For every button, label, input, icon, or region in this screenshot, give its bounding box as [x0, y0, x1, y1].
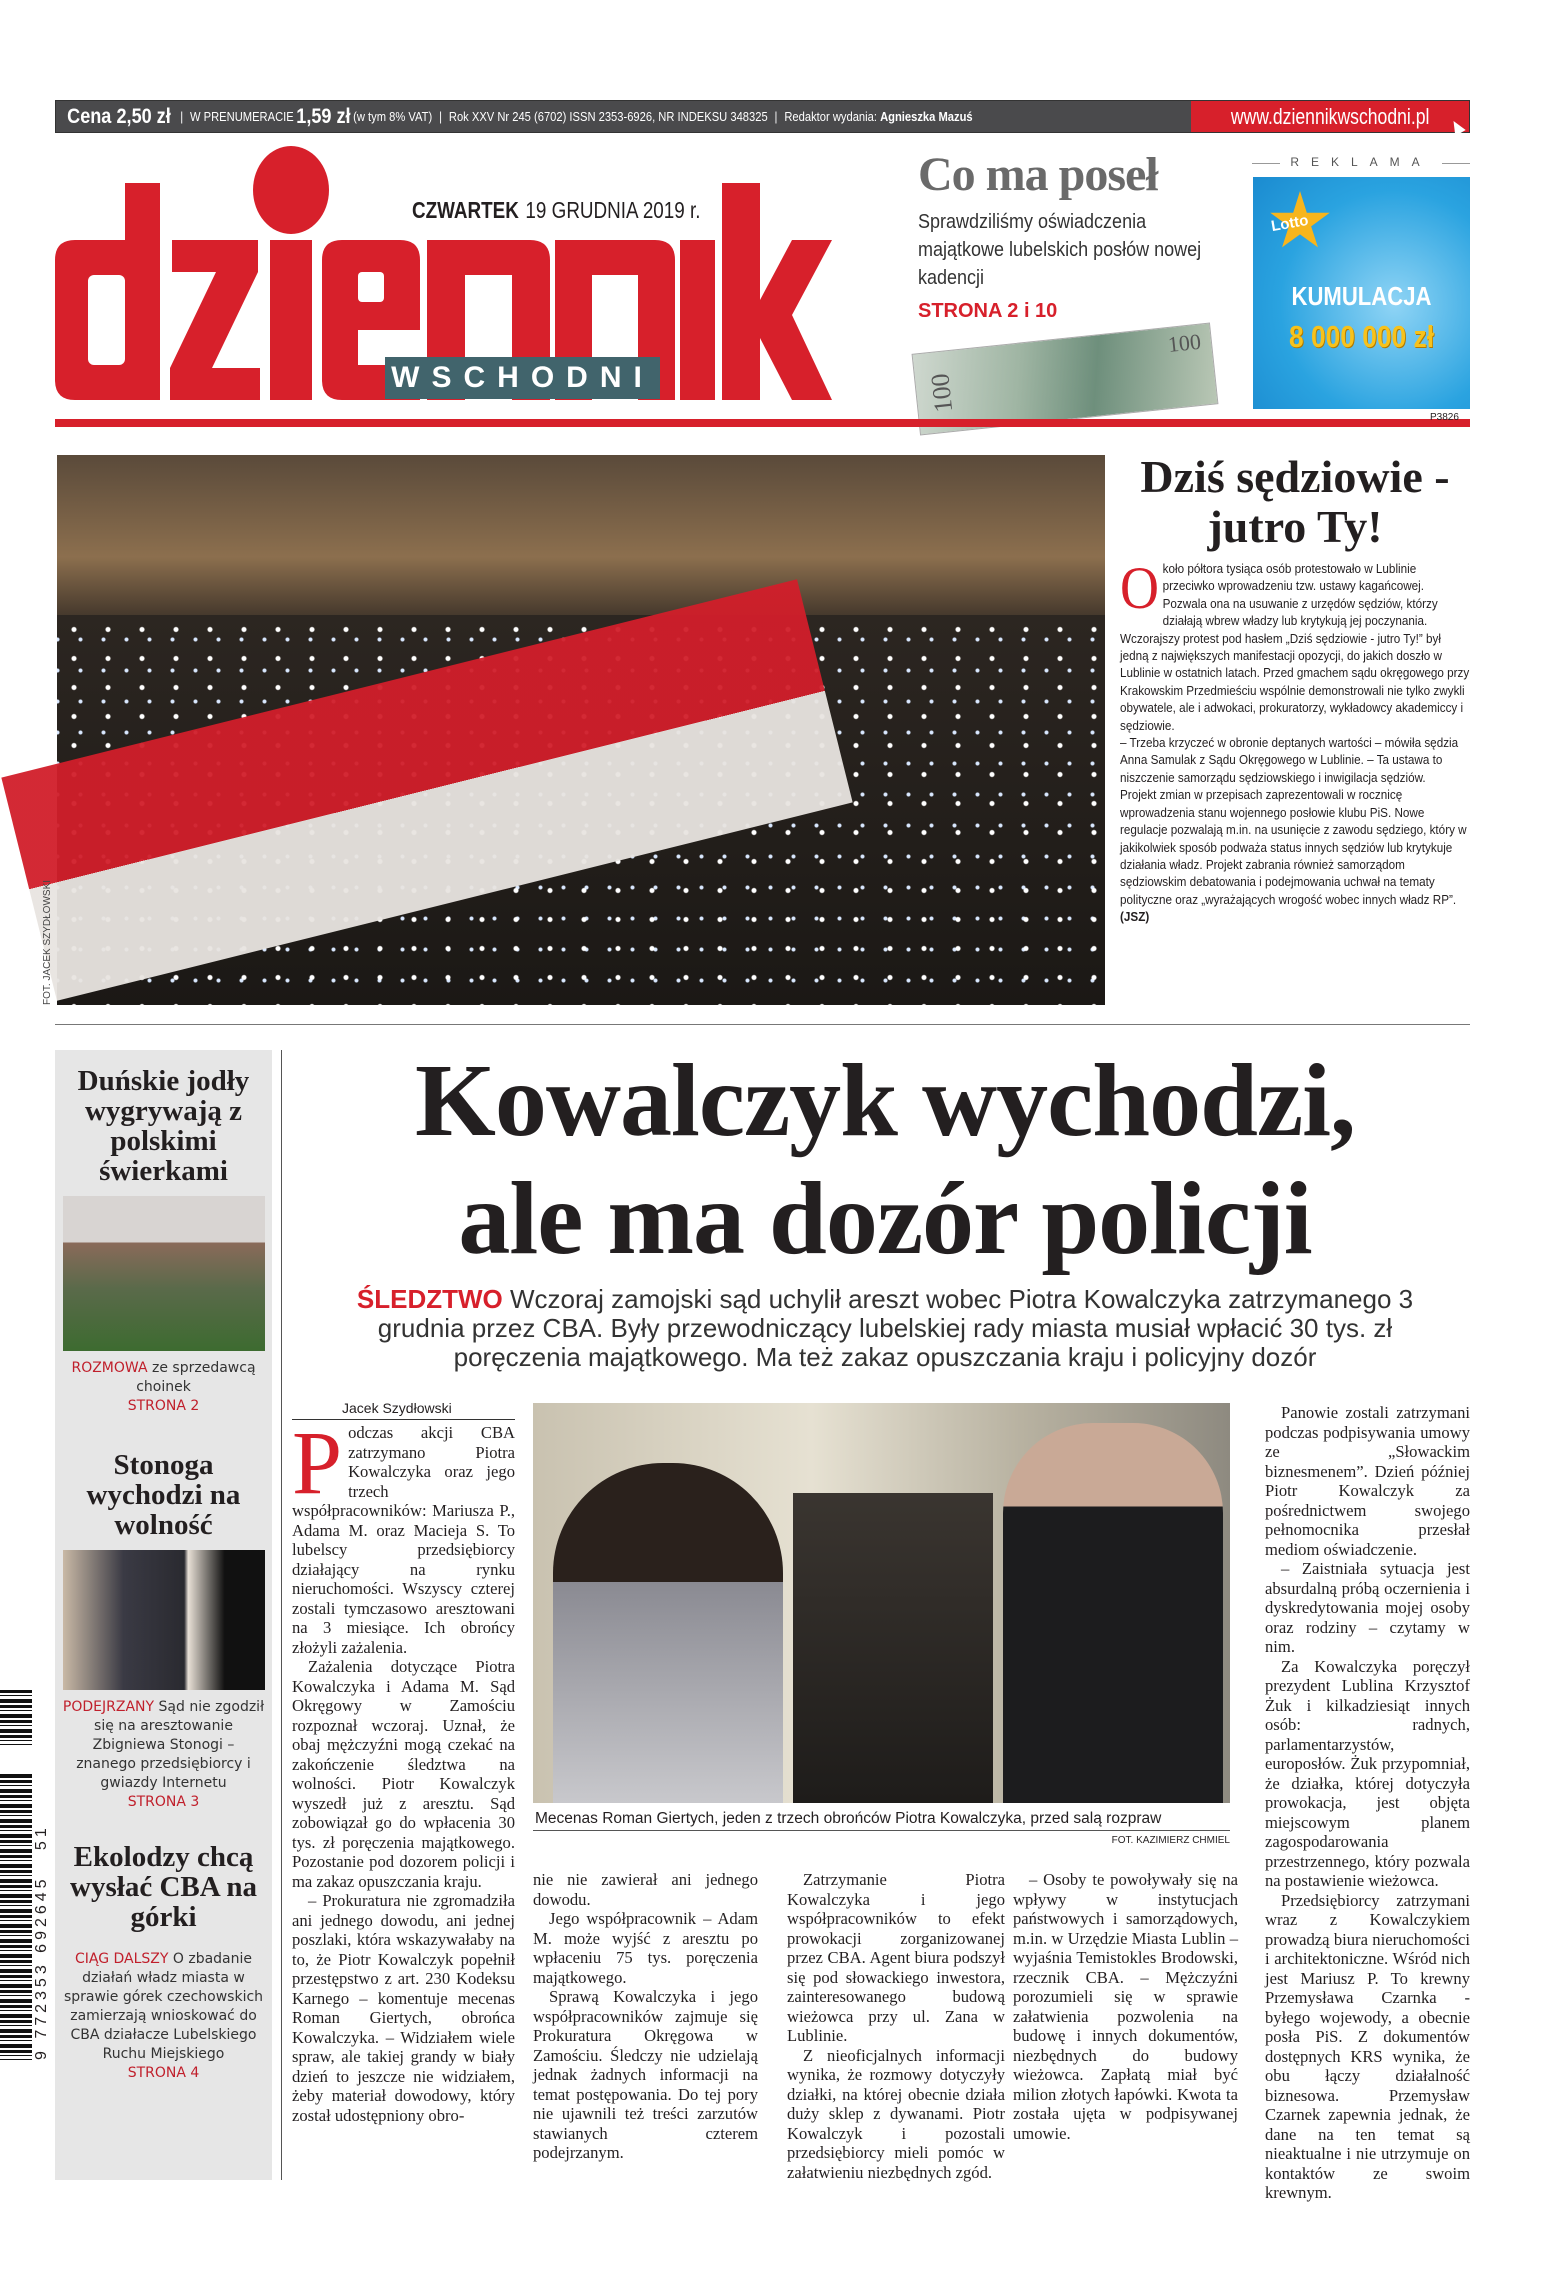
banknote-value-corner: 100 — [1166, 328, 1203, 357]
ad-brand: Lotto — [1269, 211, 1310, 236]
logo-letter-z — [170, 240, 260, 400]
sidebar-page-ref: STRONA 4 — [127, 2065, 200, 2081]
paragraph: Zażalenia dotyczące Piotra Kowalczyka i Adama M. Sąd Okręgowy w Zamościu rozpoznał wczoraj. Uznał, że obaj mężczyźni mogą czekać na zakończenie śledztwa na wolności. Piotr Kowalczyk wyszedł już z aresztu. Sąd zobowiązał go do wpłacenia 30 tys. zł poręczenia majątkowego. Pozostanie pod dozorem policji i ma zakaz opuszczania kraju. — [292, 1657, 515, 1891]
deck-kicker: ŚLEDZTWO — [356, 1284, 503, 1314]
photo-buildings — [57, 455, 1105, 625]
sidebar-title: Ekolodzy chcą wysłać CBA na górki — [70, 1841, 257, 1933]
editor-name: Agnieszka Mazuś — [880, 109, 973, 124]
logo-letter-i — [270, 240, 312, 400]
sidebar-text: Sąd nie zgodził się na aresztowanie Zbigniewa Stonogi – znanego przedsiębiorcy i gwiazdy Internetu — [76, 1699, 265, 1791]
barcode — [0, 1690, 50, 2060]
article-deck — [300, 1285, 1470, 1372]
paragraph: Projekt zmian w przepisach zaprezentowali w rocznicę wprowadzenia stanu wojennego posłowie klubu PiS. Nowe regulacje pozwalają m.in. na usunięcie z zawodu sędziego, który w jakikolwiek sposób podważa status innych sędziów lub krytykuje działania władz. Projekt zabrania również samorządom sędziowskim debatowania i podejmowania uchwał na tematy polityczne oraz „wyrażających wrogość wobec innych władz RP”. — [1120, 787, 1467, 907]
sidebar-item[interactable] — [55, 1812, 272, 2083]
logo-letter-k-arm — [760, 240, 832, 400]
sidebar-title: Stonoga wychodzi na wolność — [86, 1449, 241, 1541]
paragraph: koło półtora tysiąca osób protestowało w Lublinie przeciwko wprowadzeniu tzw. ustawy kagańcowej. Pozwala ona na usuwanie z urzędów sędziów, którzy działają wbrew władzy lub krytykują jej poczynania. — [1162, 561, 1438, 629]
paragraph: odczas akcji CBA zatrzymano Piotra Kowalczyka oraz jego trzech współpracowników: Mariusza P., Adama M. oraz Macieja S. To lubelscy przedsiębiorcy działający na rynku nieruchomości. Wszyscy czterej zostali tymczasowo aresztowani na 3 miesiące. Ich obrońcy złożyli zażalenia. — [292, 1423, 515, 1657]
protest-photo — [57, 455, 1105, 1005]
divider: | — [774, 109, 778, 124]
byline: Jacek Szydłowski — [292, 1400, 515, 1420]
sidebar-text: ze sprzedawcą choinek — [136, 1360, 256, 1395]
photo-credit: FOT. JACEK SZYDŁOWSKI — [42, 879, 53, 1005]
teaser-title: Co ma poseł — [918, 148, 1158, 201]
sidebar-page-ref: STRONA 3 — [127, 1794, 200, 1810]
giertych-photo — [533, 1403, 1230, 1803]
logo-letter-i — [680, 240, 715, 400]
christmas-tree-seller-photo — [63, 1196, 265, 1351]
paragraph: Wczorajszy protest pod hasłem „Dziś sędziowie - jutro Ty!” był jedną z największych manifestacji opozycji, do jakich doszło w Lublinie w ostatnich latach. Przed gmachem sądu okręgowego przy Krakowskim Przedmieściu wspólnie demonstrowali nie tylko zwykli obywatele, ale i adwokaci, prokuratorzy, wykładowcy akademiccy i sędziowie. — [1120, 630, 1470, 733]
article-column-2 — [533, 1870, 758, 2180]
barcode-addon: 51 — [33, 1824, 50, 1851]
ad-label: REKLAMA — [1252, 155, 1470, 169]
article-column-3 — [787, 1870, 1005, 2180]
teaser-page-ref: STRONA 2 i 10 — [918, 300, 1058, 323]
paragraph: Zatrzymanie Piotra Kowalczyka i jego współpracowników to efekt prowokacji zorganizowanej przez CBA. Agent biura podszył się pod słowackiego inwestora, zainteresowanego budową wieżowca przy ul. Zana w Lublinie. — [787, 1870, 1005, 2045]
paragraph: – Zaistniała sytuacja jest absurdalną próbą oczernienia i dyskredytowania mojej osoby oraz rodziny – czytamy w nim. — [1265, 1559, 1470, 1656]
paragraph: Z nieoficjalnych informacji wynika, że rozmowy dotyczyły działki, na której obecnie działa duży sklep z dywanami. Piotr Kowalczyk i pozostali przedsiębiorcy mieli pomóc w załatwieniu niezbędnych zgód. — [787, 2045, 1005, 2182]
paragraph: – Prokuratura nie zgromadziła ani jednego dowodu, ani jednej poszlaki, która wskazywałaby na to, że Piotr Kowalczyk popełnił przestępstwo z art. 230 Kodeksu Karnego – komentuje mecenas Roman Giertych, obrońca Kowalczyka. – Widziałem wiele spraw, ale takiej grandy w biały dzień to jeszcze nie widziałem, żeby materiał dowodowy, który został udostępniony obro- — [292, 1891, 515, 2125]
price: 2,50 zł — [116, 104, 171, 128]
subscription-label: W PRENUMERACIE — [189, 109, 294, 124]
issue-date — [412, 197, 700, 224]
section-divider — [55, 1024, 1470, 1025]
ad-amount: 8 000 000 zł — [1288, 319, 1435, 354]
article-column-5 — [1265, 1403, 1470, 2202]
editor-label: Redaktor wydania: — [784, 109, 877, 124]
teaser-text: Sprawdziliśmy oświadczenia majątkowe lubelskich posłów nowej kadencji — [918, 211, 1202, 290]
protest-headline: Dziś sędziowie - jutro Ty! — [1140, 451, 1450, 552]
teaser-co-ma-posel[interactable] — [918, 150, 1218, 323]
headline-line-1: Kowalczyk wychodzi, — [414, 1043, 1356, 1158]
drop-cap: P — [292, 1414, 343, 1513]
ad-headline: KUMULACJA — [1291, 281, 1432, 311]
paragraph: Jego współpracownik – Adam M. może wyjść z aresztu po wpłaceniu 75 tys. poręczenia majątkowego. — [533, 1909, 758, 1987]
subscription-price: 1,59 zł — [296, 104, 351, 128]
price-info-bar — [55, 100, 1470, 133]
deck-text: Wczoraj zamojski sąd uchylił areszt wobec Piotra Kowalczyka zatrzymanego 3 grudnia przez CBA. Były przewodniczący lubelskiej rady miasta musiał wpłacić 30 tys. zł poręczenia majątkowego. Ma też zakaz opuszczania kraju i policyjny dozór — [377, 1284, 1414, 1372]
paragraph: Panowie zostali zatrzymani podczas podpisywania umowy ze „Słowackim biznesmenem”. Dzień później Piotr Kowalczyk za pośrednictwem swojego pełnomocnika przesłał mediom oświadczenie. — [1265, 1403, 1470, 1559]
sidebar-item[interactable] — [55, 1416, 272, 1812]
headline-line-2: ale ma dozór policji — [458, 1161, 1312, 1276]
logo-letter-k-stem — [722, 183, 760, 400]
issue-number: Rok XXV Nr 245 (6702) ISSN 2353-6926, NR INDEKSU 348325 — [448, 109, 768, 124]
website-url: www.dziennikwschodni.pl — [1230, 103, 1430, 129]
sidebar-kicker: CIĄG DALSZY — [74, 1951, 169, 1967]
sidebar-title: Duńskie jodły wygrywają z polskimi świerkami — [77, 1065, 250, 1187]
divider: | — [180, 109, 184, 124]
sidebar-page-ref: STRONA 2 — [127, 1398, 200, 1414]
date: 19 GRUDNIA 2019 r. — [525, 197, 701, 223]
sidebar-item[interactable] — [55, 1050, 272, 1416]
author-signature: (JSZ) — [1120, 909, 1150, 925]
barcode-gap — [0, 1745, 32, 1773]
column-divider — [281, 1050, 282, 2180]
drop-cap: O — [1120, 555, 1160, 621]
paragraph: – Osoby te powoływały się na wpływy w instytucjach państwowych i samorządowych, m.in. w Urzędzie Miasta Lublin – wyjaśnia Temistokles Brodowski, rzecznik CBA. – Mężczyźni porozumieli się w sprawie załatwienia pozwolenia na budowę i innych dokumentów, niezbędnych do budowy wieżowca. Zapłatą miał być milion złotych łapówki. Kwota ta została ujęta w podpisywanej umowie. — [1013, 1870, 1238, 2143]
banknote-value: 100 — [925, 372, 959, 414]
lotto-ad[interactable] — [1253, 177, 1470, 409]
barcode-main-number: 9 772353 692645 — [33, 1875, 50, 2060]
article-column-1 — [292, 1414, 515, 2183]
issue-info — [56, 105, 1032, 129]
sidebar-kicker: ROZMOWA — [71, 1360, 148, 1376]
sidebar-teasers — [55, 1050, 272, 2180]
stonoga-photo — [63, 1550, 265, 1690]
photo-caption: Mecenas Roman Giertych, jeden z trzech obrońców Piotra Kowalczyka, przed salą rozpraw — [533, 1808, 1230, 1831]
protest-story — [1120, 555, 1471, 926]
photo-reporter — [553, 1463, 783, 1803]
masthead-subtitle: WSCHODNI — [385, 357, 660, 399]
paragraph: Przedsiębiorcy zatrzymani wraz z Kowalczykiem prowadzą biura nieruchomości i architektoniczne. Wśród nich jest Mariusz P. To krewny Przemysława Czarnka - byłego wojewody, a obecnie posła PiS. Z dokumentów dostępnych KRS wynika, że obu łączy działalność biznesowa. Przemysław Czarnek zapewnia jednak, że dane na ten temat są nieaktualne i nie utrzymuje on kontaktów ze swoim krewnym. — [1265, 1890, 1470, 2202]
vat-note: (w tym 8% VAT) — [353, 109, 433, 124]
divider: | — [439, 109, 442, 124]
ad-code: P3826 — [1430, 412, 1459, 423]
photo-credit: FOT. KAZIMIERZ CHMIEL — [1111, 1835, 1230, 1846]
paragraph: Sprawą Kowalczyka i jego współpracowników zajmuje się Prokuratura Okręgowa w Zamościu. Śledczy nie udzielają jednak żadnych informacji na temat postępowania. Do tej pory nie ujawnili też treści zarzutów stawianych czterem podejrzanym. — [533, 1987, 758, 2162]
cursor-icon — [1448, 118, 1465, 136]
barcode-number — [33, 1690, 51, 2060]
sidebar-text: O zbadanie działań władz miasta w sprawie górek czechowskich zamierzają wnioskować do CBA działacze Lubelskiego Ruchu Miejskiego — [63, 1951, 264, 2062]
paragraph: Za Kowalczyka poręczył prezydent Lublina Krzysztof Żuk i kilkadziesiąt innych osób: radnych, parlamentarzystów, europosłów. Żuk przypomniał, że działka, której dotyczyła prowokacja, jest objęta miejscowym planem zagospodarowania przestrzennego, który pozwala na postawienie wieżowca. — [1265, 1656, 1470, 1890]
logo-i-dot — [253, 146, 329, 234]
main-headline — [300, 1042, 1470, 1278]
weekday: CZWARTEK — [412, 197, 519, 223]
article-column-4 — [1013, 1870, 1238, 2180]
masthead-rule — [55, 419, 1470, 427]
website-link[interactable] — [1191, 101, 1469, 132]
photo-cameramen — [793, 1493, 993, 1803]
price-label: Cena — [67, 104, 112, 128]
paragraph: nie nie zawierał ani jednego dowodu. — [533, 1870, 758, 1909]
paragraph: – Trzeba krzyczeć w obronie deptanych wartości – mówiła sędzia Anna Samulak z Sądu Okręgowego w Lublinie. – Ta ustawa to niszczenie samorządu sędziowskiego i inwigilacja sędziów. — [1120, 735, 1459, 785]
photo-lawyer — [1003, 1423, 1223, 1803]
sidebar-kicker: PODEJRZANY — [62, 1699, 155, 1715]
